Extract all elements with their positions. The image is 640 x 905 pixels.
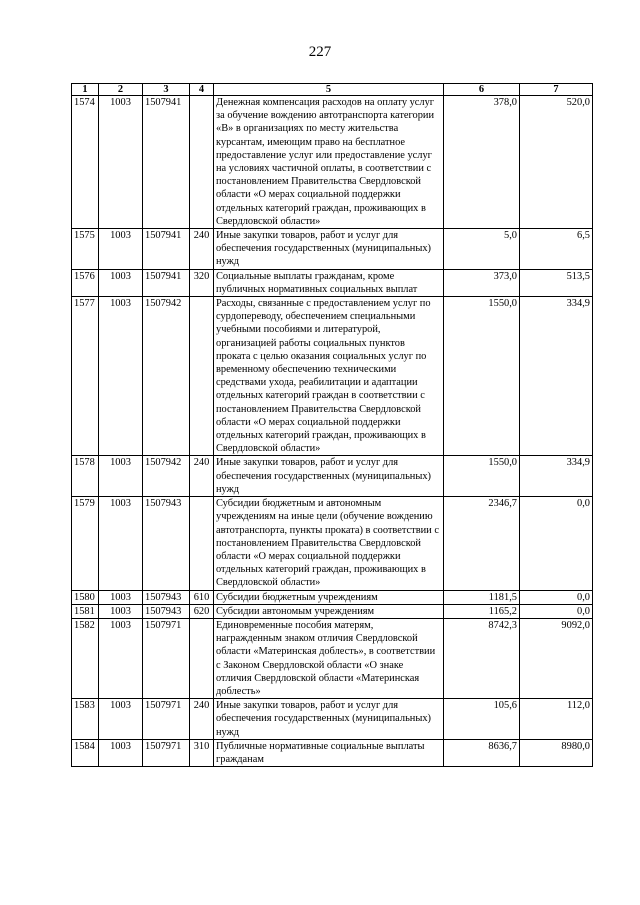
- expense-type-code: 310: [190, 739, 214, 766]
- amount-col-7: 0,0: [520, 604, 593, 618]
- expense-type-code: [190, 297, 214, 456]
- item-name: Иные закупки товаров, работ и услуг для обеспечения государственных (муниципальных) нужд: [214, 229, 444, 270]
- row-number: 1576: [72, 269, 99, 296]
- amount-col-6: 378,0: [444, 96, 520, 229]
- header-col-6: 6: [444, 84, 520, 96]
- header-col-7: 7: [520, 84, 593, 96]
- amount-col-6: 5,0: [444, 229, 520, 270]
- article-code: 1507971: [143, 699, 190, 740]
- table-row: [72, 269, 593, 296]
- amount-col-6: 8636,7: [444, 739, 520, 766]
- table-row: [72, 456, 593, 497]
- table-row: [72, 618, 593, 698]
- amount-col-7: 520,0: [520, 96, 593, 229]
- amount-col-7: 9092,0: [520, 618, 593, 698]
- row-number: 1580: [72, 590, 99, 604]
- amount-col-7: 112,0: [520, 699, 593, 740]
- header-col-5: 5: [214, 84, 444, 96]
- item-name: Субсидии бюджетным учреждениям: [214, 590, 444, 604]
- budget-table: [71, 83, 593, 767]
- table-row: [72, 96, 593, 229]
- amount-col-6: 2346,7: [444, 497, 520, 590]
- amount-col-7: 334,9: [520, 297, 593, 456]
- section-code: 1003: [99, 269, 143, 296]
- amount-col-6: 105,6: [444, 699, 520, 740]
- row-number: 1583: [72, 699, 99, 740]
- header-col-1: 1: [72, 84, 99, 96]
- item-name: Единовременные пособия матерям, награжденным знаком отличия Свердловской области «Материнская доблесть», в соответствии с Законом Свердловской области «О знаке отличия Свердловской области «Материнская доблесть»: [214, 618, 444, 698]
- amount-col-6: 1181,5: [444, 590, 520, 604]
- item-name: Социальные выплаты гражданам, кроме публичных нормативных социальных выплат: [214, 269, 444, 296]
- article-code: 1507943: [143, 497, 190, 590]
- article-code: 1507943: [143, 604, 190, 618]
- amount-col-7: 334,9: [520, 456, 593, 497]
- amount-col-7: 8980,0: [520, 739, 593, 766]
- section-code: 1003: [99, 604, 143, 618]
- amount-col-7: 6,5: [520, 229, 593, 270]
- page-number: 227: [308, 44, 332, 60]
- amount-col-6: 373,0: [444, 269, 520, 296]
- header-row: [72, 84, 593, 96]
- article-code: 1507943: [143, 590, 190, 604]
- item-name: Субсидии бюджетным и автономным учреждениям на иные цели (обучение вождению автотранспорта, пункты проката) в соответствии с постановлением Правительства Свердловской области «О мерах социальной поддержки отдельных категорий граждан, проживающих в Свердловской области»: [214, 497, 444, 590]
- article-code: 1507971: [143, 618, 190, 698]
- row-number: 1579: [72, 497, 99, 590]
- section-code: 1003: [99, 497, 143, 590]
- table-row: [72, 604, 593, 618]
- expense-type-code: 240: [190, 229, 214, 270]
- expense-type-code: 620: [190, 604, 214, 618]
- item-name: Расходы, связанные с предоставлением услуг по сурдопереводу, обеспечением специальными учебными пособиями и литературой, организацией работы социальных пунктов проката с целью оказания социальных услуг по временному обеспечению техническими средствами ухода, реабилитации и адаптации отдельных категорий граждан в соответствии с постановлением Правительства Свердловской области «О мерах социальной поддержки отдельных категорий граждан, проживающих в Свердловской области»: [214, 297, 444, 456]
- table-row: [72, 297, 593, 456]
- amount-col-7: 0,0: [520, 497, 593, 590]
- amount-col-6: 1165,2: [444, 604, 520, 618]
- table-row: [72, 229, 593, 270]
- article-code: 1507941: [143, 96, 190, 229]
- item-name: Денежная компенсация расходов на оплату услуг за обучение вождению автотранспорта категории «В» в организациях по месту жительства курсантам, имеющим право на бесплатное предоставление услуг или предоставление услуг на условиях частичной оплаты, в соответствии с постановлением Правительства Свердловской области «О мерах социальной поддержки отдельных категорий граждан, проживающих в Свердловской области»: [214, 96, 444, 229]
- table-row: [72, 590, 593, 604]
- amount-col-6: 1550,0: [444, 297, 520, 456]
- section-code: 1003: [99, 229, 143, 270]
- expense-type-code: 610: [190, 590, 214, 604]
- row-number: 1582: [72, 618, 99, 698]
- amount-col-6: 8742,3: [444, 618, 520, 698]
- table-row: [72, 497, 593, 590]
- expense-type-code: [190, 497, 214, 590]
- item-name: Субсидии автономым учреждениям: [214, 604, 444, 618]
- header-col-3: 3: [143, 84, 190, 96]
- section-code: 1003: [99, 590, 143, 604]
- article-code: 1507942: [143, 456, 190, 497]
- expense-type-code: 240: [190, 456, 214, 497]
- section-code: 1003: [99, 699, 143, 740]
- table-row: [72, 739, 593, 766]
- amount-col-7: 513,5: [520, 269, 593, 296]
- amount-col-7: 0,0: [520, 590, 593, 604]
- section-code: 1003: [99, 456, 143, 497]
- row-number: 1574: [72, 96, 99, 229]
- article-code: 1507971: [143, 739, 190, 766]
- item-name: Публичные нормативные социальные выплаты гражданам: [214, 739, 444, 766]
- section-code: 1003: [99, 618, 143, 698]
- item-name: Иные закупки товаров, работ и услуг для обеспечения государственных (муниципальных) нужд: [214, 456, 444, 497]
- row-number: 1578: [72, 456, 99, 497]
- expense-type-code: [190, 618, 214, 698]
- header-col-2: 2: [99, 84, 143, 96]
- row-number: 1584: [72, 739, 99, 766]
- expense-type-code: [190, 96, 214, 229]
- row-number: 1581: [72, 604, 99, 618]
- article-code: 1507942: [143, 297, 190, 456]
- header-col-4: 4: [190, 84, 214, 96]
- section-code: 1003: [99, 96, 143, 229]
- expense-type-code: 240: [190, 699, 214, 740]
- article-code: 1507941: [143, 269, 190, 296]
- section-code: 1003: [99, 297, 143, 456]
- expense-type-code: 320: [190, 269, 214, 296]
- amount-col-6: 1550,0: [444, 456, 520, 497]
- item-name: Иные закупки товаров, работ и услуг для обеспечения государственных (муниципальных) нужд: [214, 699, 444, 740]
- section-code: 1003: [99, 739, 143, 766]
- row-number: 1575: [72, 229, 99, 270]
- table-row: [72, 699, 593, 740]
- article-code: 1507941: [143, 229, 190, 270]
- row-number: 1577: [72, 297, 99, 456]
